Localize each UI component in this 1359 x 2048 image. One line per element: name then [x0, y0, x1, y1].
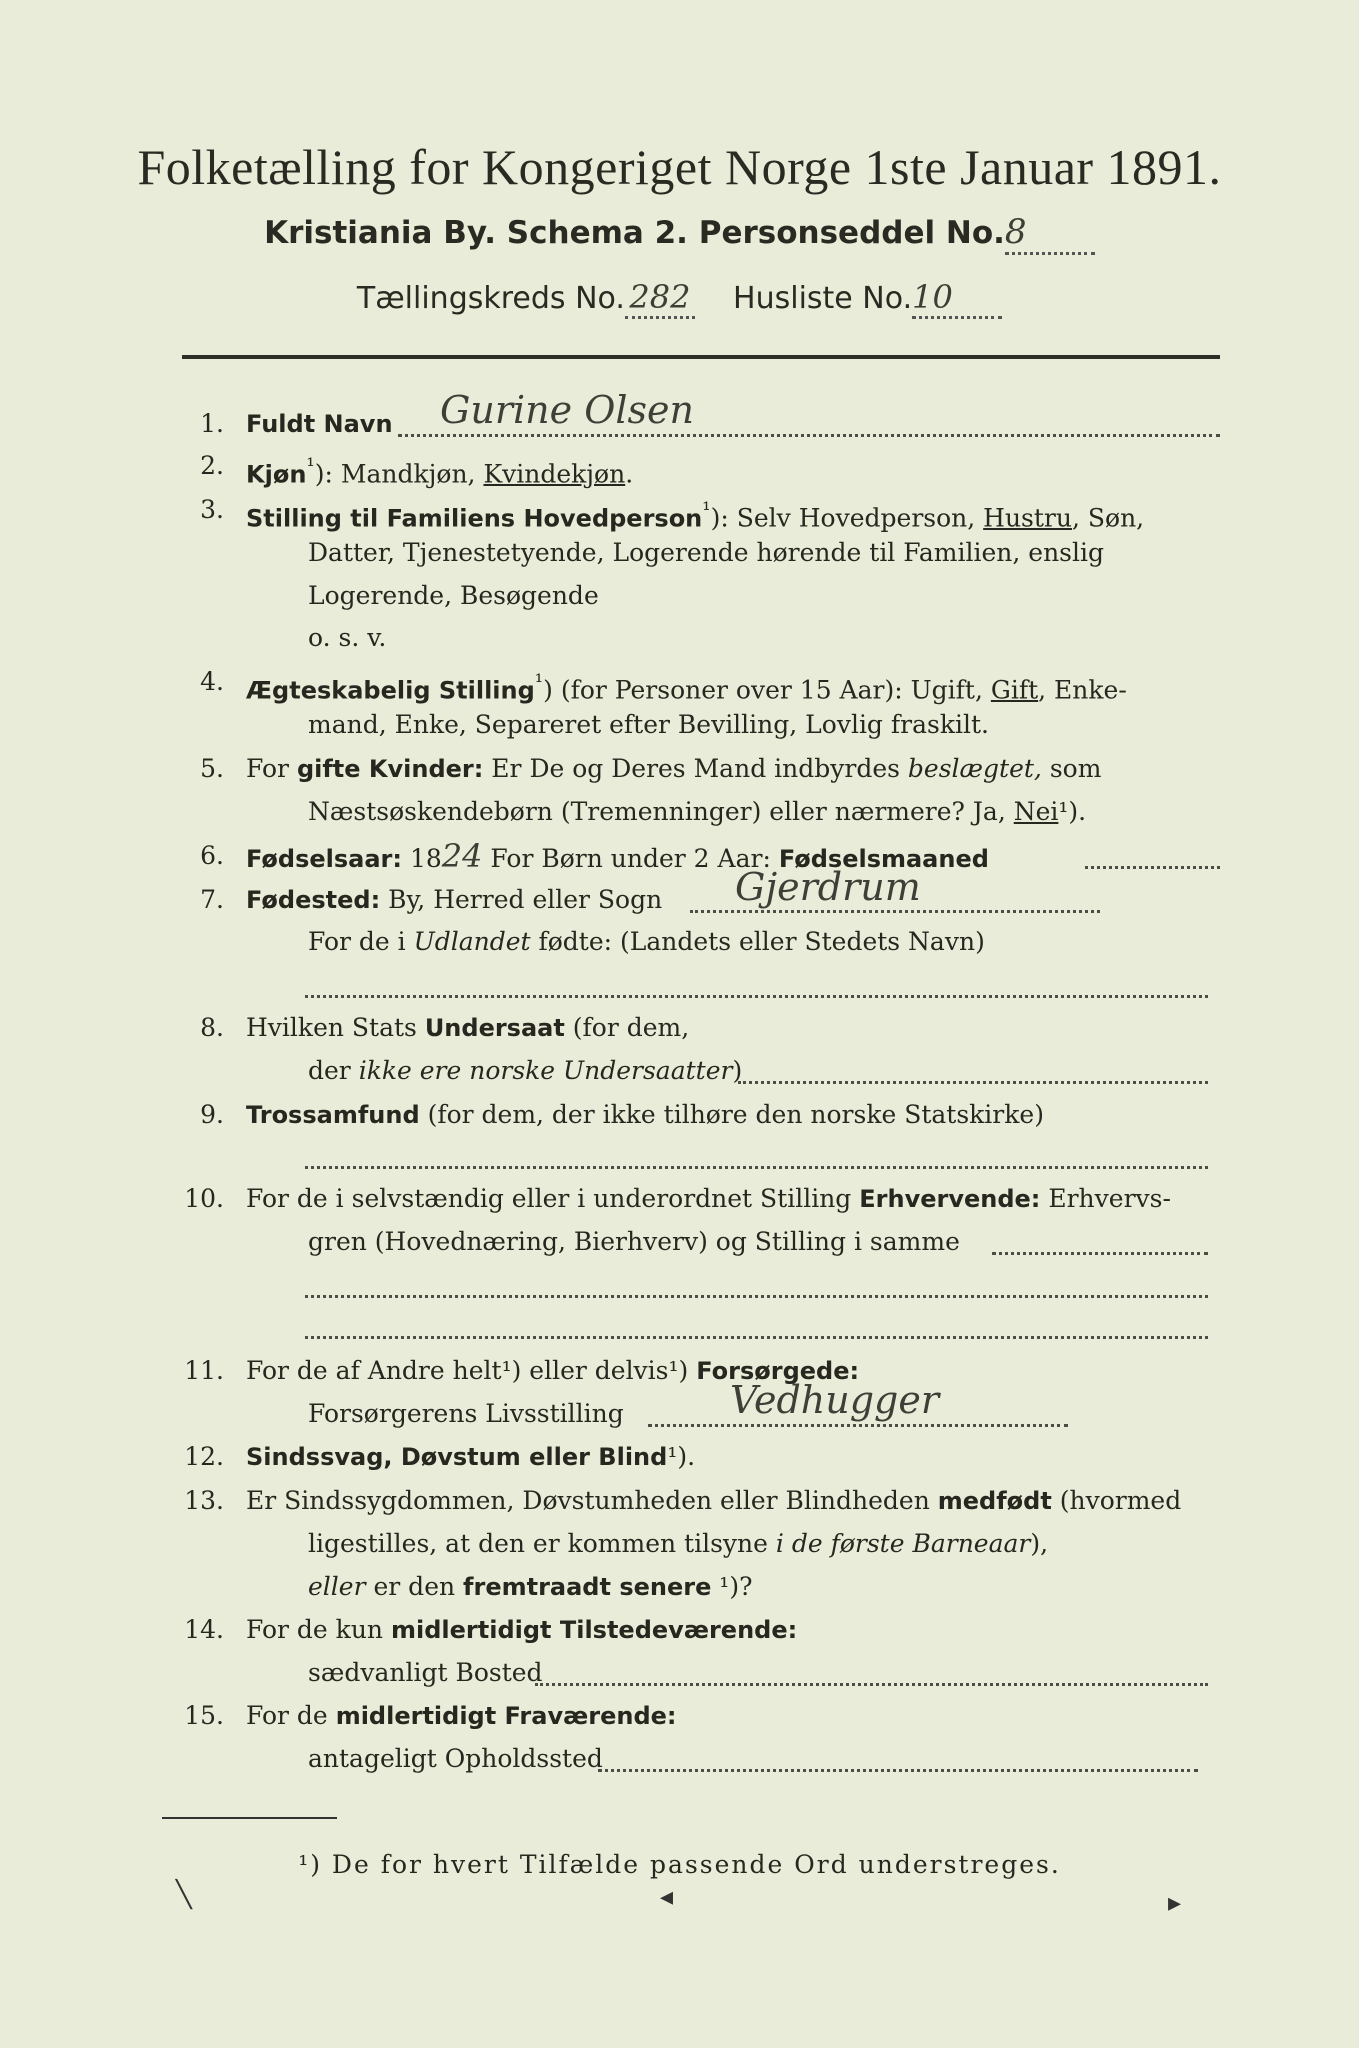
item-text: Datter, Tjenestetyende, Logerende hørende til Familien, enslig: [308, 538, 1105, 567]
item-text: [246, 1700, 1220, 1732]
provider-answer: Vedhugger: [730, 1378, 940, 1422]
item-bold: fremtraadt senere: [463, 1573, 712, 1601]
item-number: 4.: [200, 667, 224, 696]
subtitle-text: Kristiania By. Schema 2. Personseddel No.: [264, 215, 1005, 251]
footnote: ¹) De for hvert Tilfælde passende Ord understreges.: [298, 1850, 1061, 1879]
item-text: [246, 1012, 1220, 1044]
sup: ¹: [702, 498, 711, 522]
item-end: ¹).: [1058, 797, 1087, 826]
item-end: som: [1041, 754, 1102, 783]
header-divider: [182, 355, 1220, 359]
birthplace-fill-line: [690, 910, 1100, 913]
item-label: Kjøn: [246, 460, 307, 489]
item-label: Trossamfund: [246, 1101, 420, 1129]
item-text: [246, 1485, 1220, 1517]
item-number: 7.: [200, 885, 224, 914]
birthplace-answer: Gjerdrum: [735, 865, 921, 909]
item-rest: er den: [365, 1572, 464, 1601]
item-number: 11.: [184, 1356, 224, 1385]
occupation-fill-line-3: [305, 1336, 1208, 1339]
kreds-number-field: [625, 278, 695, 319]
item-rest: Er De og Deres Mand indbyrdes: [483, 754, 908, 783]
husliste-label: Husliste No.: [733, 281, 913, 316]
item-number: 15.: [184, 1701, 224, 1730]
item-number: 12.: [184, 1442, 224, 1471]
item-rest: (for dem, der ikke tilhøre den norske Statskirke): [419, 1100, 1044, 1129]
item-rest: Næstsøskendebørn (Tremenninger) eller nærmere? Ja,: [308, 797, 1014, 826]
item-label: Undersaat: [424, 1014, 565, 1042]
item-rest: For Børn under 2 Aar:: [482, 844, 779, 873]
item-number: 1.: [200, 409, 224, 438]
item-end: , Enke-: [1038, 675, 1127, 705]
personseddel-number-field: [1005, 212, 1095, 255]
item-number: 10.: [184, 1184, 224, 1213]
selected-option: Hustru: [983, 503, 1072, 533]
item-text: [246, 450, 1220, 490]
item-end: ¹)?: [711, 1572, 753, 1601]
item-text: Forsørgerens Livsstilling: [308, 1399, 624, 1428]
religion-fill-line: [305, 1166, 1208, 1169]
form-subtitle: [0, 212, 1359, 255]
item-text: mand, Enke, Separeret efter Bevilling, Lovlig fraskilt.: [308, 710, 989, 739]
residence-fill-line: [535, 1683, 1208, 1686]
item-number: 8.: [200, 1013, 224, 1042]
item-rest: (hvormed: [1051, 1486, 1182, 1515]
item-rest: der: [308, 1056, 359, 1085]
item-label: Fødselsaar:: [246, 845, 402, 873]
item-italic: beslægtet,: [907, 754, 1042, 783]
item-pre: For de: [246, 1701, 336, 1730]
name-answer: Gurine Olsen: [440, 388, 694, 432]
item-number: 3.: [200, 495, 224, 524]
item-number: 2.: [200, 451, 224, 480]
item-number: 14.: [184, 1615, 224, 1644]
item-label: midlertidigt Fraværende:: [335, 1702, 677, 1730]
item-text: [246, 666, 1220, 706]
item-end: , Søn,: [1072, 503, 1145, 533]
form-title: Folketælling for Kongeriget Norge 1ste Januar 1891.: [137, 139, 1222, 195]
item-pre: Hvilken Stats: [246, 1013, 425, 1042]
item-italic: eller: [308, 1572, 366, 1601]
item-pre: Er Sindssygdommen, Døvstumheden eller Blindheden: [246, 1486, 938, 1515]
item-text: [246, 1099, 1220, 1131]
item-end: ¹).: [667, 1442, 696, 1471]
item-label: Fuldt Navn: [246, 410, 393, 438]
margin-mark-right: ▸: [1168, 1888, 1182, 1918]
personseddel-number: 8: [1004, 212, 1027, 252]
item-label: Ægteskabelig Stilling: [246, 676, 535, 705]
item-italic: ikke ere norske Undersaatter: [358, 1056, 733, 1085]
item-label: Stilling til Familiens Hovedperson: [246, 504, 703, 533]
husliste-number-field: [912, 278, 1002, 319]
item-text: Logerende, Besøgende: [308, 581, 599, 610]
item-label: Fødested:: [246, 886, 381, 914]
nationality-fill-line: [738, 1081, 1208, 1084]
item-end: .: [625, 459, 634, 489]
husliste-number: 10: [912, 278, 953, 316]
item-text: [246, 1183, 1220, 1215]
item-pre: For de kun: [246, 1615, 391, 1644]
birth-month-fill-line: [1085, 866, 1220, 869]
sup: ¹: [306, 454, 315, 478]
name-fill-line: [398, 434, 1220, 437]
item-text: [308, 796, 1220, 828]
item-end: fødte: (Landets eller Stedets Navn): [530, 927, 985, 956]
item-label: Forsørgede:: [696, 1357, 860, 1385]
item-text: antageligt Opholdssted: [308, 1744, 603, 1773]
item-end: ): [732, 1056, 743, 1085]
item-rest: (for dem,: [564, 1013, 690, 1042]
item-text: [246, 494, 1220, 534]
foreign-birthplace-fill-line: [305, 995, 1208, 998]
item-text: [246, 1441, 1220, 1473]
item-italic: i de første Barneaar: [775, 1529, 1031, 1558]
item-number: 6.: [200, 841, 224, 870]
kreds-label: Tællingskreds No.: [356, 281, 625, 316]
item-text: gren (Hovednæring, Bierhverv) og Stilling i samme: [308, 1227, 960, 1256]
year-prefix: 18: [402, 844, 442, 873]
sup: ¹: [534, 670, 544, 694]
item-number: 13.: [184, 1486, 224, 1515]
item-text: [308, 926, 1220, 958]
item-rest: ligestilles, at den er kommen tilsyne: [308, 1529, 776, 1558]
birth-year-answer: 24: [441, 837, 483, 875]
item-label: medfødt: [937, 1487, 1052, 1515]
item-label: gifte Kvinder:: [296, 755, 484, 783]
item-rest: ) (for Personer over 15 Aar): Ugift,: [543, 675, 991, 705]
item-text: [308, 1571, 1220, 1603]
occupation-fill-line-2: [305, 1295, 1208, 1298]
item-text: [308, 1528, 1220, 1560]
item-text: [246, 753, 1220, 785]
selected-option: Kvindekjøn: [483, 459, 626, 489]
margin-mark-left: ╲: [176, 1880, 192, 1910]
item-end: ),: [1030, 1529, 1049, 1558]
item-rest: ): Selv Hovedperson,: [710, 503, 984, 533]
item-pre: For: [246, 754, 297, 783]
item-pre: For de af Andre helt¹) eller delvis¹): [246, 1356, 697, 1385]
item-label-2: Fødselsmaaned: [778, 845, 989, 873]
item-rest: ): Mandkjøn,: [314, 459, 484, 489]
item-label: Erhvervende:: [859, 1185, 1041, 1213]
item-text: [246, 837, 1220, 875]
item-label: midlertidigt Tilstedeværende:: [390, 1616, 798, 1644]
footnote-divider: [162, 1817, 337, 1819]
item-italic: Udlandet: [413, 927, 531, 956]
item-pre: For de i selvstændig eller i underordnet Stilling: [246, 1184, 860, 1213]
item-text: [246, 1614, 1220, 1646]
occupation-fill-line-1: [992, 1252, 1208, 1255]
item-label: Sindssvag, Døvstum eller Blind: [246, 1443, 668, 1471]
item-text: o. s. v.: [308, 623, 387, 652]
form-subtitle-2: [0, 278, 1359, 319]
selected-option: Nei: [1013, 797, 1059, 826]
item-text: sædvanligt Bosted: [308, 1658, 543, 1687]
item-rest: By, Herred eller Sogn: [380, 885, 663, 914]
item-number: 5.: [200, 754, 224, 783]
selected-option: Gift: [990, 675, 1039, 705]
item-number: 9.: [200, 1100, 224, 1129]
kreds-number: 282: [629, 278, 691, 316]
stay-fill-line: [598, 1769, 1198, 1772]
item-rest: Erhvervs-: [1040, 1184, 1171, 1213]
provider-fill-line: [648, 1424, 1068, 1427]
margin-mark-center: ◂: [660, 1882, 674, 1912]
item-rest: For de i: [308, 927, 414, 956]
